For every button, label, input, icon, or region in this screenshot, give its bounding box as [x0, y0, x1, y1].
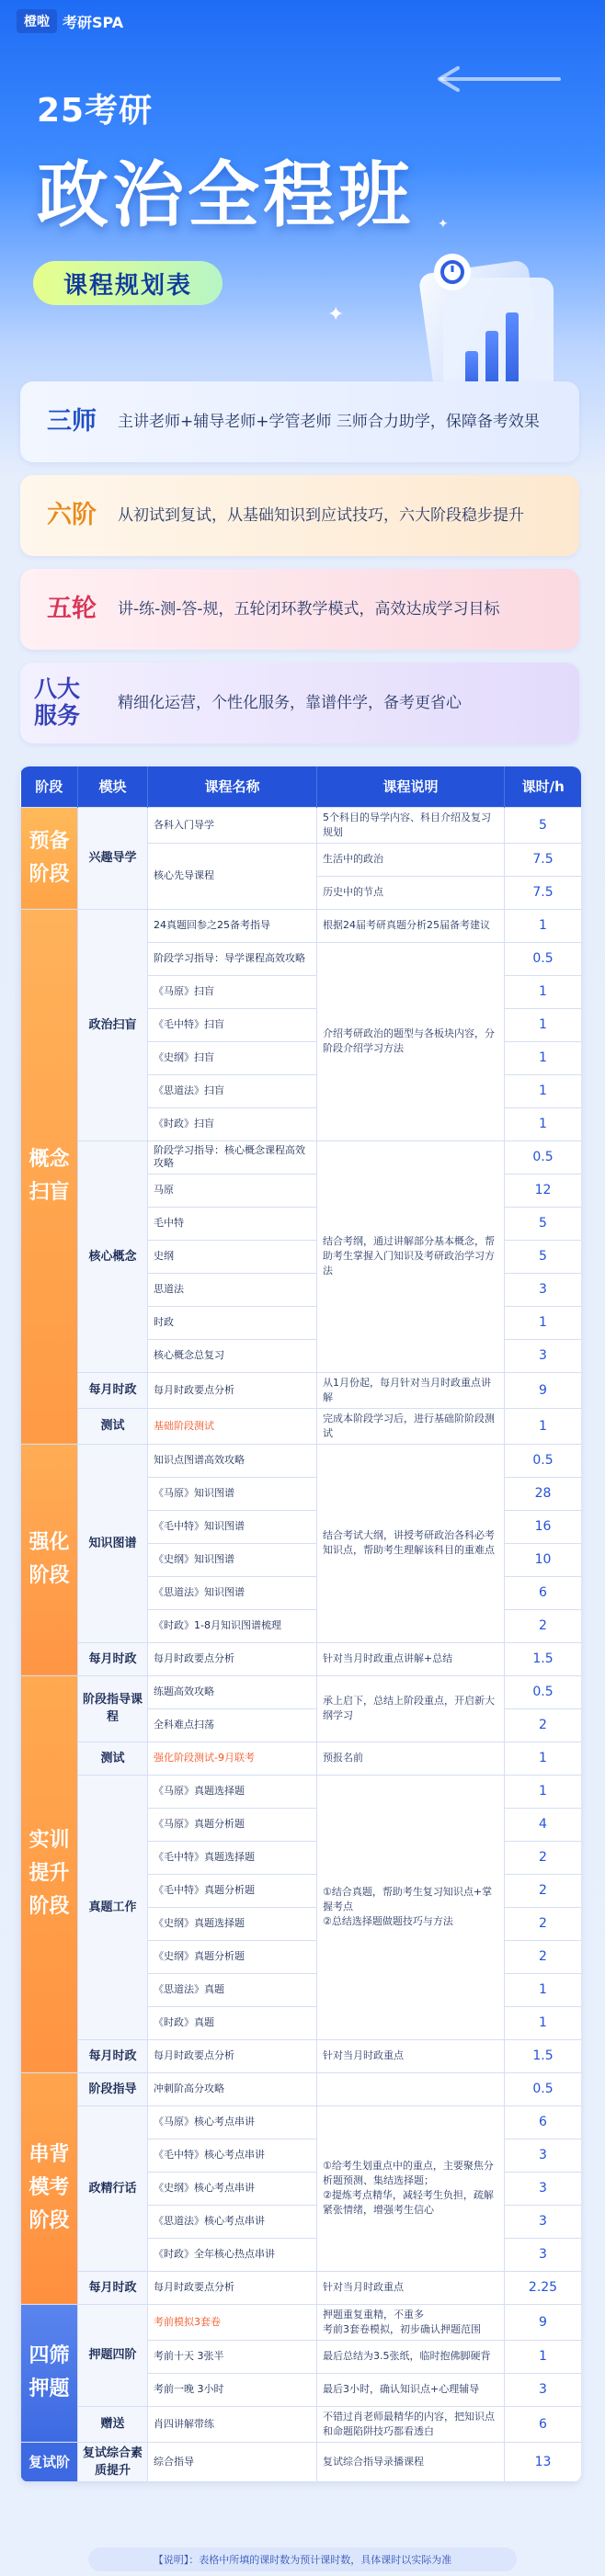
stage-label: 四筛押题	[21, 2304, 78, 2442]
footnote: 【说明】：表格中所填的课时数为预计课时数，具体课时以实际为准	[88, 2548, 517, 2571]
module-label: 核心概念	[78, 1140, 148, 1372]
course-hours: 3	[505, 2238, 582, 2271]
course-name: 《马原》扫盲	[148, 975, 317, 1008]
course-name: 肖四讲解带练	[148, 2406, 317, 2442]
course-hours: 1	[505, 1041, 582, 1074]
course-name: 核心先导课程	[148, 843, 317, 909]
feature-text: 主讲老师+辅导老师+学管老师 三师合力助学，保障备考效果	[118, 413, 540, 431]
course-desc: 介绍考研政治的题型与各板块内容，分阶段介绍学习方法	[317, 942, 505, 1140]
course-hours: 0.5	[505, 1140, 582, 1174]
course-name: 马原	[148, 1174, 317, 1207]
course-hours: 5	[505, 1207, 582, 1240]
course-hours: 13	[505, 2442, 582, 2481]
course-name: 练题高效攻略	[148, 1675, 317, 1708]
course-hours: 12	[505, 1174, 582, 1207]
course-name: 《马原》核心考点串讲	[148, 2105, 317, 2139]
course-hours: 1.5	[505, 2039, 582, 2072]
course-name: 《史纲》真题选择题	[148, 1907, 317, 1940]
course-name: 《时政》1-8月知识图谱梳理	[148, 1609, 317, 1642]
table-row	[21, 2271, 582, 2304]
course-name: 综合指导	[148, 2442, 317, 2481]
course-hours: 0.5	[505, 1675, 582, 1708]
course-hours: 2	[505, 1940, 582, 1973]
course-desc: 历史中的节点	[317, 876, 505, 909]
course-hours: 1	[505, 1107, 582, 1140]
module-label: 知识图谱	[78, 1444, 148, 1642]
stage-label: 实训提升阶段	[21, 1675, 78, 2072]
course-hours: 0.5	[505, 1444, 582, 1477]
course-hours: 2	[505, 1874, 582, 1907]
course-name: 《毛中特》真题选择题	[148, 1841, 317, 1874]
course-hours: 10	[505, 1543, 582, 1576]
feature-list	[20, 381, 579, 756]
course-name: 《马原》真题选择题	[148, 1775, 317, 1808]
course-desc: 生活中的政治	[317, 843, 505, 876]
module-label: 复试综合素质提升	[78, 2442, 148, 2481]
course-name: 《史纲》核心考点串讲	[148, 2172, 317, 2205]
table-row	[21, 1408, 582, 1444]
course-hours: 2	[505, 1841, 582, 1874]
table-row	[21, 1372, 582, 1408]
module-label: 阶段指导	[78, 2072, 148, 2105]
course-hours: 2	[505, 1907, 582, 1940]
table-row	[21, 2072, 582, 2105]
feature-text: 精细化运营，个性化服务，靠谱伴学，备考更省心	[118, 694, 462, 712]
course-hours: 1	[505, 1775, 582, 1808]
course-hours: 6	[505, 2406, 582, 2442]
module-label: 兴趣导学	[78, 807, 148, 909]
course-hours: 3	[505, 1273, 582, 1306]
course-desc: 结合考纲，通过讲解部分基本概念，帮助考生掌握入门知识及考研政治学习方法	[317, 1140, 505, 1372]
course-hours: 9	[505, 2304, 582, 2340]
course-name: 毛中特	[148, 1207, 317, 1240]
table-row	[21, 909, 582, 942]
course-hours: 7.5	[505, 843, 582, 876]
course-name: 《思道法》知识图谱	[148, 1576, 317, 1609]
feature-card	[20, 569, 579, 650]
course-name: 《思道法》核心考点串讲	[148, 2205, 317, 2238]
table-row	[21, 1675, 582, 1708]
course-hours: 1.5	[505, 1642, 582, 1675]
module-label: 政精行话	[78, 2105, 148, 2271]
course-hours: 1	[505, 1008, 582, 1041]
course-name: 每月时政要点分析	[148, 1642, 317, 1675]
course-name: 强化阶段测试-9月联考	[148, 1742, 317, 1775]
table-row	[21, 1140, 582, 1174]
course-name: 24真题回参之25备考指导	[148, 909, 317, 942]
course-desc: 针对当月时政重点讲解+总结	[317, 1642, 505, 1675]
stage-label: 复试阶	[21, 2442, 78, 2481]
course-name: 《马原》知识图谱	[148, 1477, 317, 1510]
course-desc: 针对当月时政重点	[317, 2039, 505, 2072]
feature-key: 六阶	[47, 501, 97, 530]
course-name: 《时政》扫盲	[148, 1107, 317, 1140]
table-row	[21, 2406, 582, 2442]
course-hours: 1	[505, 1973, 582, 2006]
feature-text: 从初试到复试，从基础知识到应试技巧，六大阶段稳步提升	[118, 506, 524, 525]
course-hours: 2	[505, 1609, 582, 1642]
page-subtitle: 25考研	[37, 92, 154, 130]
feature-key: 八大服务	[33, 675, 80, 729]
course-name: 全科难点扫荡	[148, 1708, 317, 1742]
arrow-left-icon	[430, 61, 568, 97]
course-name: 《史纲》扫盲	[148, 1041, 317, 1074]
header-desc: 课程说明	[317, 766, 505, 807]
stage-label: 串背模考阶段	[21, 2072, 78, 2304]
course-desc: ①给考生划重点中的重点，主要聚焦分析题预测、集结选择题； ②提炼考点精华，减轻考生负担，疏解紧张情绪，增强考生信心	[317, 2105, 505, 2271]
stage-label: 预备阶段	[21, 807, 78, 909]
course-hours: 0.5	[505, 2072, 582, 2105]
course-name: 考前模拟3套卷	[148, 2304, 317, 2340]
brand-logo	[17, 9, 123, 33]
table-row	[21, 1775, 582, 1808]
course-name: 每月时政要点分析	[148, 1372, 317, 1408]
module-label: 测试	[78, 1408, 148, 1444]
module-label: 每月时政	[78, 2039, 148, 2072]
course-desc: 最后3小时，确认知识点+心理辅导	[317, 2373, 505, 2406]
module-label: 政治扫盲	[78, 909, 148, 1140]
course-hours: 1	[505, 975, 582, 1008]
module-label: 每月时政	[78, 1642, 148, 1675]
course-hours: 3	[505, 2205, 582, 2238]
feature-text: 讲-练-测-答-规，五轮闭环教学模式，高效达成学习目标	[118, 600, 500, 618]
course-hours: 1	[505, 1742, 582, 1775]
course-hours: 1	[505, 1074, 582, 1107]
course-name: 考前一晚 3小时	[148, 2373, 317, 2406]
table-row	[21, 2105, 582, 2139]
course-desc-line: 考前3套卷模拟，初步确认押题范围	[323, 2322, 481, 2335]
table-row	[21, 2442, 582, 2481]
logo-badge: 橙啦	[17, 9, 57, 33]
course-hours: 3	[505, 2139, 582, 2172]
course-name: 时政	[148, 1306, 317, 1339]
course-desc: 结合考试大纲，讲授考研政治各科必考知识点，帮助考生理解该科目的重难点	[317, 1444, 505, 1642]
feature-card	[20, 475, 579, 556]
course-name: 史纲	[148, 1240, 317, 1273]
sparkle-icon: ✦	[438, 217, 449, 232]
module-label: 每月时政	[78, 2271, 148, 2304]
page-title: 政治全程班	[37, 154, 415, 237]
course-desc: 最后总结为3.5张纸，临时抱佛脚硬背	[317, 2340, 505, 2373]
course-hours: 0.5	[505, 942, 582, 975]
module-label: 真题工作	[78, 1775, 148, 2039]
course-hours: 5	[505, 1240, 582, 1273]
course-hours: 6	[505, 2105, 582, 2139]
course-hours: 6	[505, 1576, 582, 1609]
course-desc: 预报名前	[317, 1742, 505, 1775]
course-name: 《毛中特》核心考点串讲	[148, 2139, 317, 2172]
course-desc: 承上启下，总结上阶段重点，开启新大纲学习	[317, 1675, 505, 1742]
course-name: 《时政》真题	[148, 2006, 317, 2039]
course-hours: 1	[505, 1408, 582, 1444]
course-name: 每月时政要点分析	[148, 2271, 317, 2304]
course-hours: 3	[505, 2172, 582, 2205]
module-label: 测试	[78, 1742, 148, 1775]
course-hours: 4	[505, 1808, 582, 1841]
feature-key: 五轮	[47, 595, 97, 624]
course-name: 各科入门导学	[148, 807, 317, 843]
course-name: 《毛中特》真题分析题	[148, 1874, 317, 1907]
course-desc: 复试综合指导录播课程	[317, 2442, 505, 2481]
course-name: 知识点图谱高效攻略	[148, 1444, 317, 1477]
table-row	[21, 2304, 582, 2340]
course-hours: 1	[505, 909, 582, 942]
feature-card	[20, 663, 579, 743]
header-hours: 课时/h	[505, 766, 582, 807]
course-name: 思道法	[148, 1273, 317, 1306]
course-hours: 2.25	[505, 2271, 582, 2304]
table-header	[21, 766, 582, 807]
course-desc-line: 押题重复重精，不重多	[323, 2308, 424, 2321]
course-name: 《毛中特》知识图谱	[148, 1510, 317, 1543]
course-desc: 针对当月时政重点	[317, 2271, 505, 2304]
course-hours: 3	[505, 1339, 582, 1372]
sparkle-icon: ✦	[327, 303, 345, 326]
course-name: 冲刺阶高分攻略	[148, 2072, 317, 2105]
table-row	[21, 2039, 582, 2072]
table-row	[21, 807, 582, 843]
course-table	[20, 766, 581, 2482]
course-desc	[317, 2304, 505, 2340]
feature-key: 三师	[47, 407, 97, 437]
module-label: 押题四阶	[78, 2304, 148, 2406]
table-row	[21, 1444, 582, 1477]
table-row	[21, 1642, 582, 1675]
course-name: 《时政》全年核心热点串讲	[148, 2238, 317, 2271]
course-name: 《思道法》真题	[148, 1973, 317, 2006]
course-name: 每月时政要点分析	[148, 2039, 317, 2072]
course-desc: 不错过肖老师最精华的内容，把知识点和命题陷阱技巧都看透白	[317, 2406, 505, 2442]
course-desc: 完成本阶段学习后，进行基础阶阶段测试	[317, 1408, 505, 1444]
stage-label: 概念扫盲	[21, 909, 78, 1444]
course-hours: 16	[505, 1510, 582, 1543]
feature-card	[20, 381, 579, 462]
course-name: 《思道法》扫盲	[148, 1074, 317, 1107]
module-label: 赠送	[78, 2406, 148, 2442]
course-name: 阶段学习指导：导学课程高效攻略	[148, 942, 317, 975]
course-name: 考前十天 3张半	[148, 2340, 317, 2373]
course-name: 核心概念总复习	[148, 1339, 317, 1372]
course-desc: 从1月份起，每月针对当月时政重点讲解	[317, 1372, 505, 1408]
course-desc: 5个科目的导学内容、科目介绍及复习规划	[317, 807, 505, 843]
course-hours: 9	[505, 1372, 582, 1408]
module-label: 每月时政	[78, 1372, 148, 1408]
header-course: 课程名称	[148, 766, 317, 807]
course-desc	[317, 2072, 505, 2105]
header-module: 模块	[78, 766, 148, 807]
course-hours: 2	[505, 1708, 582, 1742]
course-hours: 7.5	[505, 876, 582, 909]
table-row	[21, 1742, 582, 1775]
course-desc: ①结合真题，帮助考生复习知识点+掌握考点 ②总结选择题做题技巧与方法	[317, 1775, 505, 2039]
course-hours: 1	[505, 1306, 582, 1339]
header-stage: 阶段	[21, 766, 78, 807]
course-hours: 1	[505, 2340, 582, 2373]
course-name: 《马原》真题分析题	[148, 1808, 317, 1841]
course-name: 阶段学习指导：核心概念课程高效攻略	[148, 1140, 317, 1174]
course-hours: 5	[505, 807, 582, 843]
logo-text: 考研SPA	[63, 13, 124, 31]
course-name: 基础阶段测试	[148, 1408, 317, 1444]
course-desc: 根据24届考研真题分析25届备考建议	[317, 909, 505, 942]
course-name: 《史纲》真题分析题	[148, 1940, 317, 1973]
course-hours: 1	[505, 2006, 582, 2039]
module-label: 阶段指导课程	[78, 1675, 148, 1742]
course-hours: 3	[505, 2373, 582, 2406]
course-hours: 28	[505, 1477, 582, 1510]
stage-label: 强化阶段	[21, 1444, 78, 1675]
course-name: 《毛中特》扫盲	[148, 1008, 317, 1041]
course-name: 《史纲》知识图谱	[148, 1543, 317, 1576]
plan-pill: 课程规划表	[33, 261, 223, 305]
